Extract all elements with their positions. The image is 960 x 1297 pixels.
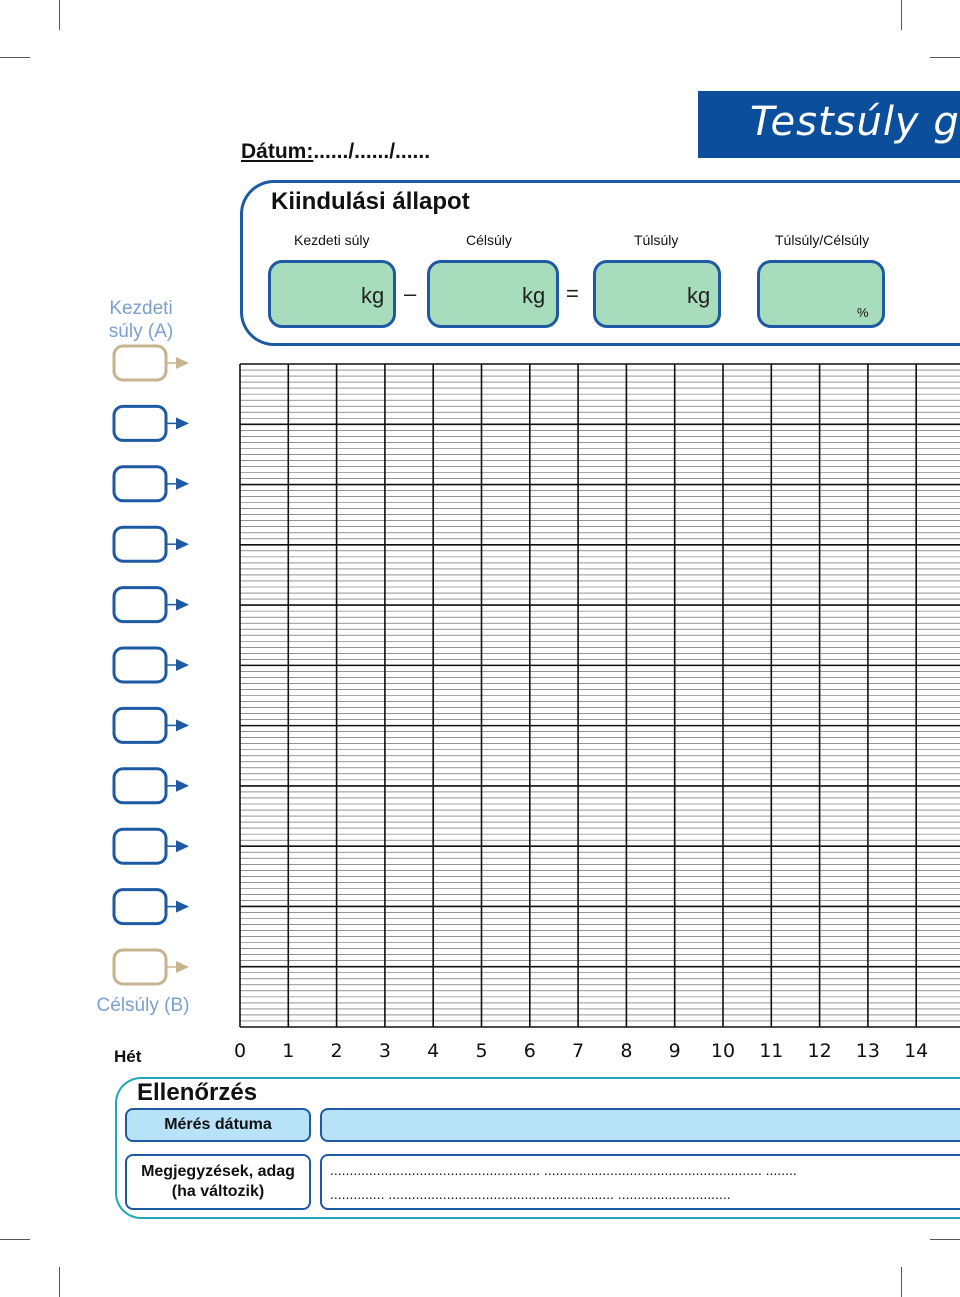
notes-dots-line1: ...................................................... ........................................................ ........ [330, 1162, 797, 1178]
col-label-overweight: Túlsúly [634, 232, 679, 248]
week-tick-label: 6 [523, 1040, 536, 1062]
scale-arrow-icon [176, 901, 189, 913]
percent-label: % [857, 305, 869, 320]
unit-label: kg [361, 283, 385, 308]
week-tick-label: 3 [378, 1040, 391, 1062]
scale-weight-box[interactable] [114, 708, 166, 742]
scale-arrow-icon [176, 659, 189, 671]
title-banner [698, 91, 960, 158]
scale-arrow-icon [176, 357, 189, 369]
week-tick-label: 4 [427, 1040, 440, 1062]
scale-weight-box[interactable] [114, 346, 166, 380]
week-tick-label: 9 [668, 1040, 681, 1062]
scale-weight-box[interactable] [114, 406, 166, 440]
notes-label [127, 1156, 309, 1202]
week-tick-label: 0 [233, 1040, 247, 1062]
col-label-target-weight: Célsúly [466, 232, 512, 248]
start-weight-field[interactable] [268, 260, 396, 328]
unit-label: kg [687, 283, 711, 308]
week-tick-label: 14 [904, 1040, 929, 1062]
notes-label-box [125, 1154, 311, 1210]
minus-sign: – [404, 281, 417, 306]
crop-mark [930, 1239, 960, 1240]
scale-arrow-icon [176, 840, 189, 852]
week-axis-label: Hét [114, 1047, 142, 1066]
notes-dots-line2: .............. .......................................................... ............................. [330, 1186, 731, 1202]
start-weight-side-label-line1: Kezdeti [109, 298, 173, 319]
overweight-field[interactable] [593, 260, 721, 328]
week-tick-label: 11 [759, 1040, 784, 1062]
target-weight-field[interactable] [427, 260, 559, 328]
scale-arrow-icon [176, 417, 189, 429]
scale-weight-box[interactable] [114, 527, 166, 561]
notes-label-line2: (ha változik) [171, 1183, 265, 1200]
notes-input[interactable] [320, 1154, 960, 1210]
unit-label: kg [522, 283, 546, 308]
scale-weight-box[interactable] [114, 829, 166, 863]
scale-arrow-icon [176, 780, 189, 792]
week-tick-label: 2 [330, 1040, 343, 1062]
week-tick-label: 7 [572, 1040, 585, 1062]
crop-mark [59, 1267, 60, 1297]
scale-arrow-icon [176, 599, 189, 611]
start-weight-side-label-line2: súly (A) [108, 321, 174, 342]
scale-arrow-icon [176, 538, 189, 550]
crop-mark [930, 57, 960, 58]
measure-date-label-box [125, 1108, 311, 1142]
weight-chart-grid [238, 362, 960, 1032]
equals-sign: = [566, 281, 579, 306]
scale-weight-box[interactable] [114, 648, 166, 682]
scale-weight-box[interactable] [114, 769, 166, 803]
scale-weight-box[interactable] [114, 950, 166, 984]
target-weight-side-label: Célsúly (B) [96, 995, 190, 1016]
crop-mark [0, 57, 30, 58]
col-label-ratio: Túlsúly/Célsúly [775, 232, 870, 248]
scale-arrow-icon [176, 478, 189, 490]
ratio-field[interactable] [757, 260, 885, 328]
crop-mark [0, 1239, 30, 1240]
check-title: Ellenőrzés [137, 1079, 258, 1106]
date-placeholder: ....../....../...... [313, 140, 431, 163]
date-label: Dátum: [241, 140, 314, 163]
measure-date-input[interactable] [320, 1108, 960, 1142]
notes-label-line1: Megjegyzések, adag [141, 1163, 295, 1180]
week-tick-label: 10 [710, 1040, 736, 1062]
scale-arrow-icon [176, 719, 189, 731]
weight-scale-boxes [100, 340, 200, 1000]
col-label-start-weight: Kezdeti súly [294, 232, 370, 248]
scale-arrow-icon [176, 961, 189, 973]
scale-weight-box[interactable] [114, 467, 166, 501]
measure-date-label: Mérés dátuma [164, 1116, 272, 1133]
scale-weight-box[interactable] [114, 588, 166, 622]
week-tick-label: 13 [855, 1040, 880, 1062]
week-tick-label: 5 [475, 1040, 488, 1062]
date-line[interactable] [241, 140, 430, 164]
week-tick-label: 1 [282, 1040, 295, 1062]
crop-mark [901, 0, 902, 30]
scale-weight-box[interactable] [114, 890, 166, 924]
page-title: Testsúly g [750, 99, 960, 145]
week-tick-label: 8 [620, 1040, 633, 1062]
start-weight-side-label [96, 297, 186, 343]
crop-mark [59, 0, 60, 30]
crop-mark [901, 1267, 902, 1297]
week-tick-label: 12 [807, 1040, 832, 1062]
start-state-title: Kiindulási állapot [271, 188, 470, 215]
